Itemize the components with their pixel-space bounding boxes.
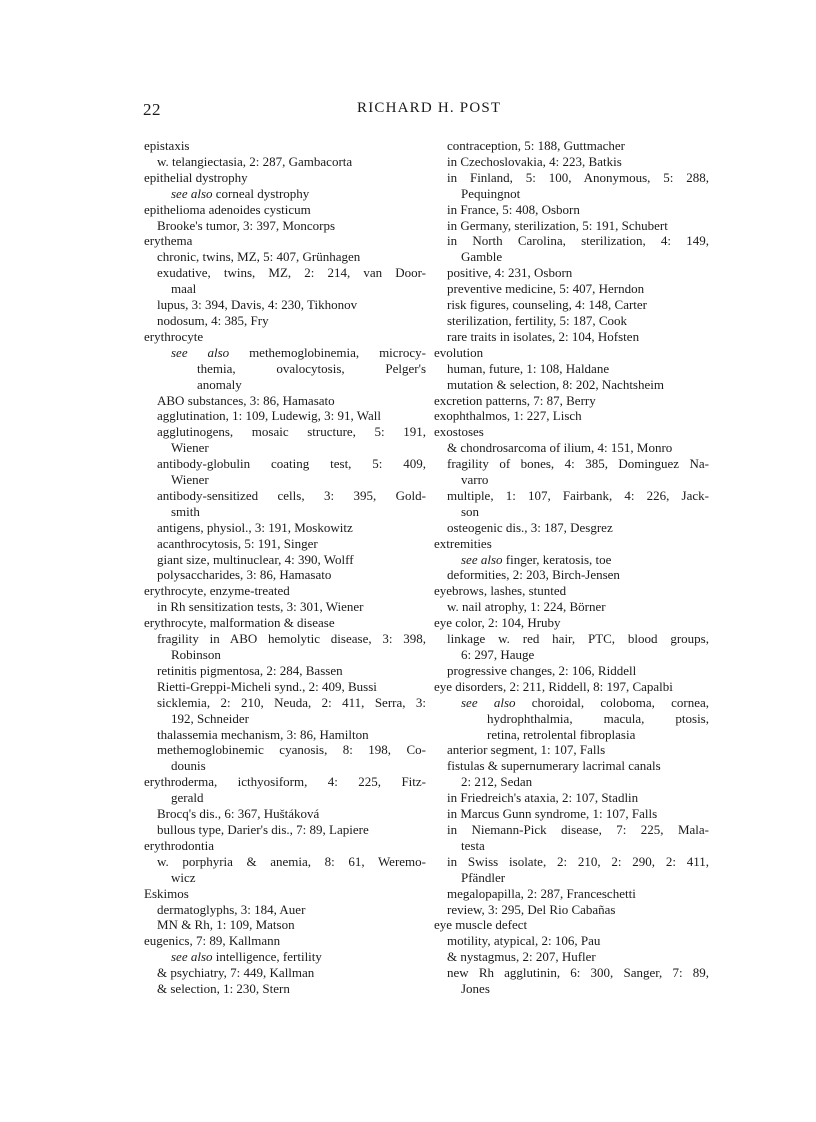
index-entry xyxy=(144,297,426,313)
index-entry xyxy=(144,870,426,886)
index-entry xyxy=(144,504,426,520)
index-text: MN & Rh, 1: 109, Matson xyxy=(157,917,295,933)
index-text: in North Carolina, sterilization, 4: 149, xyxy=(447,233,709,249)
index-entry xyxy=(144,424,426,440)
index-entry xyxy=(434,520,709,536)
index-text: anterior segment, 1: 107, Falls xyxy=(447,742,606,758)
index-text: dounis xyxy=(171,758,206,774)
index-heading xyxy=(434,536,709,552)
index-entry xyxy=(434,186,709,202)
index-text: preventive medicine, 5: 407, Herndon xyxy=(447,281,645,297)
index-entry xyxy=(144,631,426,647)
index-entry xyxy=(434,249,709,265)
index-entry xyxy=(434,567,709,583)
index-entry xyxy=(434,742,709,758)
index-heading xyxy=(144,138,426,154)
index-text: erythrocyte, enzyme-treated xyxy=(144,583,290,599)
index-text: exostoses xyxy=(434,424,484,440)
index-heading xyxy=(434,424,709,440)
index-entry xyxy=(434,631,709,647)
index-entry xyxy=(144,536,426,552)
index-text: nodosum, 4: 385, Fry xyxy=(157,312,269,328)
index-heading xyxy=(144,329,426,345)
index-text: eye color, 2: 104, Hruby xyxy=(434,615,561,631)
index-text: in Germany, sterilization, 5: 191, Schubert xyxy=(447,217,668,233)
index-entry xyxy=(434,822,709,838)
index-text: antibody-sensitized cells, 3: 395, Gold- xyxy=(157,487,426,503)
index-entry xyxy=(144,854,426,870)
index-text: intelligence, fertility xyxy=(212,949,322,965)
index-entry xyxy=(434,870,709,886)
index-entry xyxy=(144,567,426,583)
index-text: wicz xyxy=(171,869,196,885)
index-text: megalopapilla, 2: 287, Franceschetti xyxy=(447,885,636,901)
index-text: hydrophthalmia, macula, ptosis, xyxy=(487,710,709,726)
index-text: mutation & selection, 8: 202, Nachtsheim xyxy=(447,376,664,392)
index-text: human, future, 1: 108, Haldane xyxy=(447,360,610,376)
index-text: Eskimos xyxy=(144,885,189,901)
index-entry xyxy=(144,695,426,711)
index-text: in Czechoslovakia, 4: 223, Batkis xyxy=(447,153,622,169)
index-entry xyxy=(144,758,426,774)
index-text: bullous type, Darier's dis., 7: 89, Lapiere xyxy=(157,821,369,837)
index-text: Brocq's dis., 6: 367, Huštáková xyxy=(157,806,320,822)
index-text: 192, Schneider xyxy=(171,710,249,726)
index-text: ABO substances, 3: 86, Hamasato xyxy=(157,392,335,408)
index-text: methemoglobinemia, microcy- xyxy=(229,344,426,360)
index-entry xyxy=(434,154,709,170)
index-text: Jones xyxy=(461,981,490,997)
index-entry xyxy=(144,218,426,234)
index-entry xyxy=(434,790,709,806)
index-text: giant size, multinuclear, 4: 390, Wolff xyxy=(157,551,354,567)
index-entry xyxy=(144,552,426,568)
index-text: antigens, physiol., 3: 191, Moskowitz xyxy=(157,519,353,535)
index-text: & selection, 1: 230, Stern xyxy=(157,981,290,997)
index-text: in Finland, 5: 100, Anonymous, 5: 288, xyxy=(447,169,709,185)
index-text: polysaccharides, 3: 86, Hamasato xyxy=(157,567,332,583)
index-entry xyxy=(434,711,709,727)
index-heading xyxy=(144,583,426,599)
index-entry xyxy=(144,313,426,329)
index-text: w. telangiectasia, 2: 287, Gambacorta xyxy=(157,153,353,169)
index-entry xyxy=(144,711,426,727)
index-entry xyxy=(434,902,709,918)
index-text: in Niemann-Pick disease, 7: 225, Mala- xyxy=(447,821,709,837)
index-entry xyxy=(434,854,709,870)
index-text: fistulas & supernumerary lacrimal canals xyxy=(447,758,661,774)
index-text: Gamble xyxy=(461,249,503,265)
index-text: retinitis pigmentosa, 2: 284, Bassen xyxy=(157,662,343,678)
index-text: Wiener xyxy=(171,440,209,456)
index-text: choroidal, coloboma, cornea, xyxy=(515,694,709,710)
index-text: erythroderma, icthyosiform, 4: 225, Fitz- xyxy=(144,774,426,790)
index-text: varro xyxy=(461,472,489,488)
index-text: son xyxy=(461,503,480,519)
index-text: rare traits in isolates, 2: 104, Hofsten xyxy=(447,328,640,344)
index-text: eugenics, 7: 89, Kallmann xyxy=(144,933,281,949)
index-entry xyxy=(434,456,709,472)
index-entry xyxy=(434,981,709,997)
index-entry xyxy=(434,265,709,281)
index-text: agglutination, 1: 109, Ludewig, 3: 91, Wall xyxy=(157,408,382,424)
index-text: methemoglobinemic cyanosis, 8: 198, Co- xyxy=(157,742,426,758)
index-text: acanthrocytosis, 5: 191, Singer xyxy=(157,535,318,551)
index-text: chronic, twins, MZ, 5: 407, Grünhagen xyxy=(157,249,361,265)
index-heading xyxy=(434,917,709,933)
index-text: w. porphyria & anemia, 8: 61, Weremo- xyxy=(157,853,426,869)
index-entry xyxy=(434,297,709,313)
index-text: smith xyxy=(171,503,200,519)
index-text: lupus, 3: 394, Davis, 4: 230, Tikhonov xyxy=(157,297,358,313)
index-text: contraception, 5: 188, Guttmacher xyxy=(447,138,625,153)
index-column-right xyxy=(434,138,709,997)
index-entry xyxy=(144,265,426,281)
running-head: RICHARD H. POST xyxy=(357,100,502,116)
index-entry xyxy=(144,345,426,361)
index-text: & chondrosarcoma of ilium, 4: 151, Monro xyxy=(447,440,673,456)
index-entry xyxy=(144,742,426,758)
index-text: fragility of bones, 4: 385, Dominguez Na- xyxy=(447,456,709,472)
index-text: osteogenic dis., 3: 187, Desgrez xyxy=(447,519,613,535)
index-entry xyxy=(434,695,709,711)
index-heading xyxy=(144,615,426,631)
index-text: exophthalmos, 1: 227, Lisch xyxy=(434,408,582,424)
index-text: & nystagmus, 2: 207, Hufler xyxy=(447,949,596,965)
index-entry xyxy=(144,249,426,265)
index-text: multiple, 1: 107, Fairbank, 4: 226, Jack- xyxy=(447,487,709,503)
index-entry xyxy=(144,154,426,170)
index-entry xyxy=(434,440,709,456)
index-text: epithelioma adenoides cysticum xyxy=(144,201,311,217)
index-text: Rietti-Greppi-Micheli synd., 2: 409, Bussi xyxy=(157,678,377,694)
index-text: gerald xyxy=(171,790,204,806)
index-text: erythrocyte, malformation & disease xyxy=(144,615,335,631)
index-text: 2: 212, Sedan xyxy=(461,774,533,790)
index-text: positive, 4: 231, Osborn xyxy=(447,265,573,281)
index-text: exudative, twins, MZ, 2: 214, van Door- xyxy=(157,265,426,281)
index-text: Pequingnot xyxy=(461,185,521,201)
index-entry xyxy=(434,965,709,981)
index-entry xyxy=(144,408,426,424)
index-text: erythrocyte xyxy=(144,328,204,344)
index-heading xyxy=(144,233,426,249)
index-entry xyxy=(434,472,709,488)
index-text: evolution xyxy=(434,344,484,360)
index-text: in Friedreich's ataxia, 2: 107, Stadlin xyxy=(447,790,639,806)
index-entry xyxy=(144,599,426,615)
see-also-label: see also xyxy=(171,185,213,201)
index-entry xyxy=(144,647,426,663)
index-entry xyxy=(434,377,709,393)
index-text: fragility in ABO hemolytic disease, 3: 398, xyxy=(157,631,426,647)
index-text: testa xyxy=(461,837,485,853)
index-entry xyxy=(434,138,709,154)
index-text: excretion patterns, 7: 87, Berry xyxy=(434,392,596,408)
index-entry xyxy=(144,663,426,679)
index-entry xyxy=(434,949,709,965)
see-also-label: see also xyxy=(461,694,516,710)
index-text: thalassemia mechanism, 3: 86, Hamilton xyxy=(157,726,369,742)
index-entry xyxy=(434,170,709,186)
index-entry xyxy=(434,552,709,568)
index-entry xyxy=(144,488,426,504)
index-entry xyxy=(434,599,709,615)
index-entry xyxy=(434,329,709,345)
index-entry xyxy=(434,727,709,743)
index-entry xyxy=(434,361,709,377)
index-text: maal xyxy=(171,281,197,297)
index-text: progressive changes, 2: 106, Riddell xyxy=(447,662,637,678)
index-text: deformities, 2: 203, Birch-Jensen xyxy=(447,567,620,583)
index-entry xyxy=(434,663,709,679)
index-entry xyxy=(144,965,426,981)
index-entry xyxy=(144,361,426,377)
index-text: in Marcus Gunn syndrome, 1: 107, Falls xyxy=(447,806,658,822)
index-entry xyxy=(434,233,709,249)
see-also-label: see also xyxy=(171,344,230,360)
index-text: motility, atypical, 2: 106, Pau xyxy=(447,933,601,949)
index-text: in Swiss isolate, 2: 210, 2: 290, 2: 411, xyxy=(447,853,709,869)
index-heading xyxy=(434,393,709,409)
index-entry xyxy=(434,758,709,774)
index-heading xyxy=(144,774,426,790)
index-text: antibody-globulin coating test, 5: 409, xyxy=(157,456,426,472)
index-column-left xyxy=(144,138,426,997)
index-text: in Rh sensitization tests, 3: 301, Wiener xyxy=(157,599,364,615)
index-entry xyxy=(434,806,709,822)
index-text: anomaly xyxy=(197,376,242,392)
index-entry xyxy=(144,440,426,456)
index-text: review, 3: 295, Del Rio Cabañas xyxy=(447,901,616,917)
index-text: agglutinogens, mosaic structure, 5: 191, xyxy=(157,424,426,440)
index-entry xyxy=(144,727,426,743)
index-text: finger, keratosis, toe xyxy=(502,551,612,567)
index-entry xyxy=(434,313,709,329)
index-entry xyxy=(144,520,426,536)
index-heading xyxy=(434,679,709,695)
index-text: Robinson xyxy=(171,647,221,662)
index-text: sterilization, fertility, 5: 187, Cook xyxy=(447,312,628,328)
index-entry xyxy=(144,917,426,933)
index-entry xyxy=(434,281,709,297)
index-text: Pfändler xyxy=(461,869,506,885)
index-heading xyxy=(144,933,426,949)
index-text: eyebrows, lashes, stunted xyxy=(434,583,567,599)
see-also-label: see also xyxy=(461,551,503,567)
index-text: themia, ovalocytosis, Pelger's xyxy=(197,360,426,376)
index-text: risk figures, counseling, 4: 148, Carter xyxy=(447,297,648,313)
index-text: w. nail atrophy, 1: 224, Börner xyxy=(447,599,606,615)
index-entry xyxy=(144,902,426,918)
index-heading xyxy=(434,583,709,599)
index-heading xyxy=(434,408,709,424)
index-heading xyxy=(434,345,709,361)
index-entry xyxy=(434,218,709,234)
index-text: Brooke's tumor, 3: 397, Moncorps xyxy=(157,217,336,233)
index-entry xyxy=(144,281,426,297)
index-text: retina, retrolental fibroplasia xyxy=(487,726,636,742)
index-heading xyxy=(144,202,426,218)
index-entry xyxy=(144,679,426,695)
index-entry xyxy=(144,456,426,472)
index-text: 6: 297, Hauge xyxy=(461,647,535,662)
see-also-label: see also xyxy=(171,949,213,965)
index-heading xyxy=(144,886,426,902)
index-entry xyxy=(434,202,709,218)
index-entry xyxy=(144,981,426,997)
index-text: dermatoglyphs, 3: 184, Auer xyxy=(157,901,306,917)
index-text: extremities xyxy=(434,535,492,551)
page-number: 22 xyxy=(143,100,161,119)
index-entry xyxy=(144,393,426,409)
index-entry xyxy=(434,886,709,902)
index-heading xyxy=(434,615,709,631)
index-text: linkage w. red hair, PTC, blood groups, xyxy=(447,631,709,647)
index-entry xyxy=(434,774,709,790)
index-entry xyxy=(434,647,709,663)
index-entry xyxy=(434,933,709,949)
index-heading xyxy=(144,838,426,854)
index-entry xyxy=(144,949,426,965)
index-text: eye disorders, 2: 211, Riddell, 8: 197, Capalbi xyxy=(434,678,673,694)
index-text: new Rh agglutinin, 6: 300, Sanger, 7: 89, xyxy=(447,965,709,981)
index-entry xyxy=(144,790,426,806)
index-entry xyxy=(144,377,426,393)
index-entry xyxy=(144,472,426,488)
index-text: in France, 5: 408, Osborn xyxy=(447,201,580,217)
index-text: erythema xyxy=(144,233,193,249)
index-text: erythrodontia xyxy=(144,837,215,853)
index-text: epithelial dystrophy xyxy=(144,169,248,185)
index-text: corneal dystrophy xyxy=(212,185,310,201)
index-entry xyxy=(144,186,426,202)
index-text: epistaxis xyxy=(144,138,190,153)
index-text: Wiener xyxy=(171,472,209,488)
index-entry xyxy=(144,806,426,822)
index-entry xyxy=(434,504,709,520)
index-entry xyxy=(434,838,709,854)
index-entry xyxy=(144,822,426,838)
index-text: & psychiatry, 7: 449, Kallman xyxy=(157,965,315,981)
index-text: eye muscle defect xyxy=(434,917,528,933)
index-heading xyxy=(144,170,426,186)
index-entry xyxy=(434,488,709,504)
index-text: sicklemia, 2: 210, Neuda, 2: 411, Serra, 3: xyxy=(157,694,426,710)
